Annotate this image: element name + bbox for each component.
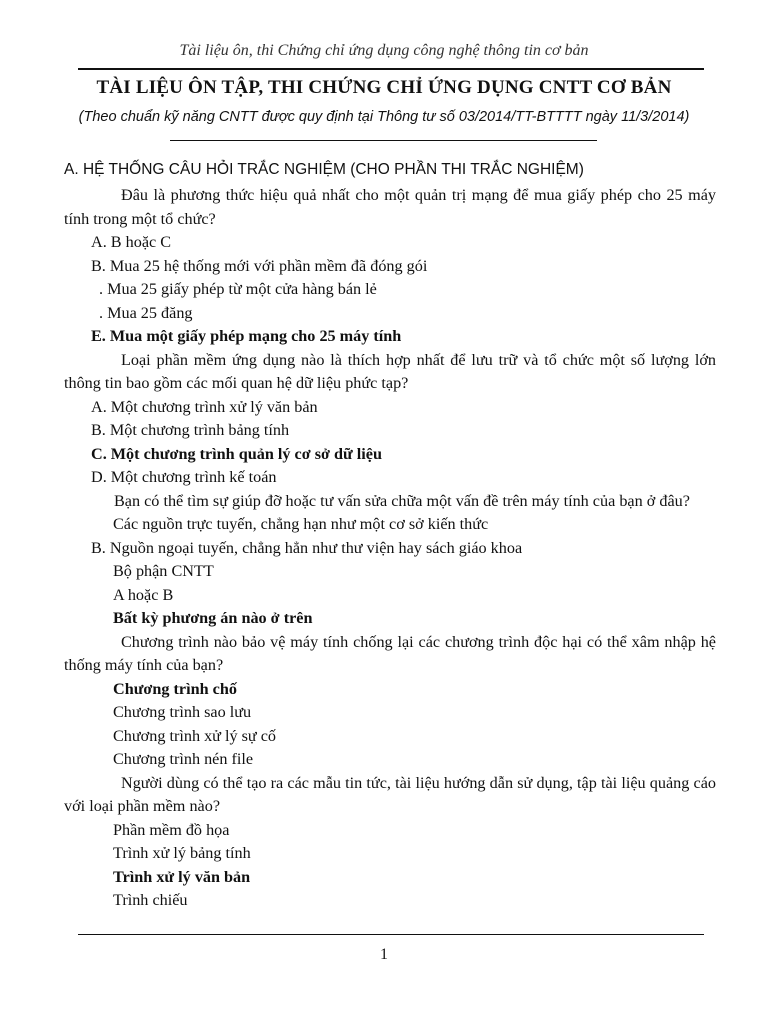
question-list	[64, 184, 716, 913]
header-divider	[78, 68, 704, 70]
answer-option: A. Một chương trình xử lý văn bản	[91, 397, 318, 416]
correct-answer-option: Chương trình chố	[113, 679, 237, 698]
question-text: Người dùng có thể tạo ra các mẫu tin tức, tài liệu hướng dẫn sử dụng, tập tài liệu quảng cáo với loại phần mềm nào?	[64, 773, 716, 815]
answer-option: A. B hoặc C	[91, 233, 172, 251]
answer-option: B. Nguồn ngoại tuyến, chẳng hẳn như thư viện hay sách giáo khoa	[91, 538, 523, 557]
question-text: Bạn có thể tìm sự giúp đỡ hoặc tư vấn sửa chữa một vấn đề trên máy tính của bạn ở đâu?	[114, 491, 690, 510]
document-title: TÀI LIỆU ÔN TẬP, THI CHỨNG CHỈ ỨNG DỤNG CNTT CƠ BẢN	[96, 77, 672, 98]
question-text: Đâu là phương thức hiệu quả nhất cho một quản trị mạng để mua giấy phép cho 25 máy tính trong một tổ chức?	[64, 186, 716, 228]
page-number: 1	[380, 946, 388, 963]
answer-option: Trình xử lý bảng tính	[113, 844, 251, 862]
correct-answer-option: Trình xử lý văn bản	[113, 867, 251, 886]
document-subtitle: (Theo chuẩn kỹ năng CNTT được quy định tại Thông tư số 03/2014/TT-BTTTT ngày 11/3/2014)	[78, 109, 690, 125]
answer-option: Bộ phận CNTT	[113, 562, 214, 580]
correct-answer-option: E. Mua một giấy phép mạng cho 25 máy tính	[91, 327, 402, 345]
answer-option: Chương trình xử lý sự cố	[113, 726, 277, 745]
answer-option: Trình chiếu	[113, 891, 188, 909]
answer-option: Chương trình nén file	[113, 750, 254, 768]
answer-option: Chương trình sao lưu	[113, 703, 252, 721]
question-text: Chương trình nào bảo vệ máy tính chống lại các chương trình độc hại có thể xâm nhập hệ thống máy tính của bạn?	[64, 632, 716, 674]
answer-option: . Mua 25 giấy phép từ một cửa hàng bán lẻ	[99, 280, 377, 298]
answer-option: Các nguồn trực tuyến, chẳng hạn như một cơ sở kiến thức	[113, 515, 489, 533]
answer-option: . Mua 25 đăng	[99, 303, 193, 322]
correct-answer-option: C. Một chương trình quản lý cơ sở dữ liệu	[91, 444, 382, 463]
answer-option: B. Một chương trình bảng tính	[91, 421, 290, 439]
running-header: Tài liệu ôn, thi Chứng chỉ ứng dụng công nghệ thông tin cơ bản	[179, 42, 589, 59]
answer-option: Phần mềm đồ họa	[113, 820, 230, 839]
question-text: Loại phần mềm ứng dụng nào là thích hợp nhất để lưu trữ và tổ chức một số lượng lớn thông tin bao gồm các mối quan hệ dữ liệu phức tạp?	[64, 350, 716, 392]
correct-answer-option: Bất kỳ phương án nào ở trên	[113, 609, 313, 627]
answer-option: A hoặc B	[113, 585, 174, 604]
subtitle-divider	[170, 140, 597, 141]
footer-divider	[78, 934, 704, 935]
answer-option: B. Mua 25 hệ thống mới với phần mềm đã đóng gói	[91, 256, 428, 275]
answer-option: D. Một chương trình kế toán	[91, 468, 277, 486]
section-heading: A. HỆ THỐNG CÂU HỎI TRẮC NGHIỆM (CHO PHẦN THI TRẮC NGHIỆM)	[64, 161, 584, 178]
